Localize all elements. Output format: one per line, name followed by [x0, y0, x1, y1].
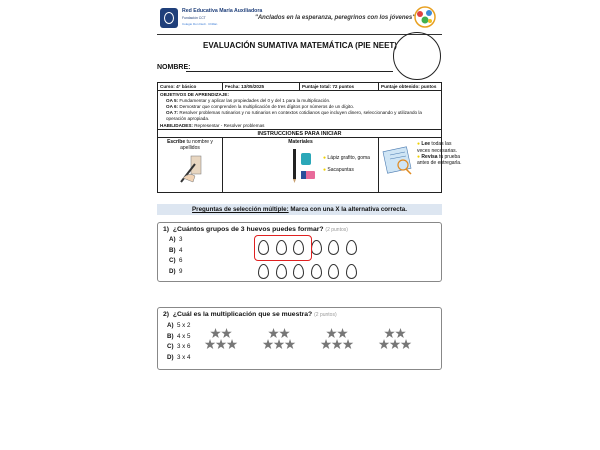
- logo-shield-icon: [160, 8, 178, 28]
- puntaje-total-label: Puntaje total: 72 puntos: [302, 83, 355, 89]
- star-icon: [221, 328, 232, 338]
- q1-option-d-value: 9: [179, 268, 183, 275]
- read-text: todas las veces necesarias.: [417, 141, 458, 154]
- write-text: tu nombre y apellidos: [180, 138, 213, 151]
- q1-option-a-letter: A): [169, 236, 176, 243]
- jubilee-emblem-icon: [412, 4, 438, 30]
- page-title: EVALUACIÓN SUMATIVA MATEMÁTICA (PIE NEET): [203, 41, 397, 50]
- read-line-1: [417, 141, 463, 154]
- star-icon: [285, 339, 296, 349]
- star-icon: [227, 339, 238, 349]
- star-icon: [343, 339, 354, 349]
- oa7-label: OA 7:: [166, 110, 179, 116]
- q1-option-b[interactable]: [169, 247, 182, 254]
- egg-icon: [311, 240, 322, 255]
- q1-option-a[interactable]: [169, 236, 182, 243]
- q2-option-a-value: 5 x 2: [177, 322, 191, 329]
- star-icon: [205, 339, 216, 349]
- puntaje-obtenido-label: Puntaje obtenido: puntos: [381, 83, 437, 89]
- star-icon: [390, 339, 401, 349]
- nombre-input-line[interactable]: [186, 71, 393, 72]
- q2-text: ¿Cuál es la multiplicación que se muestra?: [172, 311, 313, 318]
- habilidades-text: Representar - Resolver problemas: [194, 122, 265, 128]
- q1-option-d[interactable]: [169, 268, 182, 275]
- star-icon: [263, 339, 274, 349]
- oa5-text: Fundamentar y aplicar las propiedades del 0 y del 1 para la multiplicación.: [179, 97, 331, 103]
- star-icon: [395, 328, 406, 338]
- q2-option-a-letter: A): [167, 322, 174, 329]
- read-bullet-icon: ●: [417, 141, 421, 148]
- star-icon: [384, 328, 395, 338]
- q1-option-d-letter: D): [169, 268, 176, 275]
- materials-cell: [223, 138, 379, 193]
- read-instructions: [417, 141, 463, 167]
- objetivos-cell: [158, 91, 442, 130]
- q2-option-b[interactable]: [167, 333, 190, 340]
- q2-option-d-letter: D): [167, 354, 174, 361]
- q2-option-b-value: 4 x 5: [177, 333, 191, 340]
- objetivos-label: OBJETIVOS DE APRENDIZAJE:: [160, 91, 230, 97]
- star-icon: [268, 328, 279, 338]
- question-1-title: [163, 226, 348, 233]
- materials-heading: Materiales: [288, 138, 313, 145]
- q2-option-c-value: 3 x 6: [177, 343, 191, 350]
- q1-option-c[interactable]: [169, 257, 182, 264]
- q2-option-b-letter: B): [167, 333, 174, 340]
- score-circle: [393, 32, 441, 80]
- q1-option-a-value: 3: [179, 236, 183, 243]
- hand-writing-icon: [177, 154, 203, 184]
- star-group: [202, 328, 246, 350]
- logo-line-3: Colegio Don Dedi · Chillán: [182, 22, 218, 26]
- section-title: [157, 204, 442, 215]
- q2-option-d-value: 3 x 4: [177, 354, 191, 361]
- school-logo: [160, 6, 263, 32]
- instruction-write-cell: [158, 138, 223, 193]
- star-icon: [216, 339, 227, 349]
- q1-option-c-value: 6: [179, 257, 183, 264]
- material-2-text: Sacapuntas: [327, 167, 354, 174]
- curso-label: Curso: 4° básico: [160, 83, 197, 89]
- header-divider: [157, 34, 442, 35]
- reading-icon: [381, 143, 415, 177]
- habilidades-label: HABILIDADES:: [160, 122, 193, 128]
- question-2-title: [163, 311, 337, 318]
- star-icon: [401, 339, 412, 349]
- q2-number: 2): [163, 311, 170, 318]
- section-title-rest: Marca con una X la alternativa correcta.: [288, 206, 407, 213]
- star-icon: [210, 328, 221, 338]
- q2-option-c-letter: C): [167, 343, 174, 350]
- oa6-text: Demostrar que comprenden la multiplicación de tres dígitos por números de un dígito.: [179, 103, 355, 109]
- q1-number: 1): [163, 226, 170, 233]
- star-group: [376, 328, 420, 350]
- instruction-read-cell: [379, 138, 462, 193]
- info-row-meta: [158, 83, 442, 91]
- revise-bold: Revisa: [421, 154, 438, 161]
- material-2: [323, 167, 354, 173]
- revise-text: tu prueba antes de entregarla.: [417, 154, 462, 167]
- egg-icon: [258, 264, 269, 279]
- q1-text: ¿Cuántos grupos de 3 huevos puedes formar?: [172, 226, 324, 233]
- q2-option-d[interactable]: [167, 354, 190, 361]
- school-motto: "Anclados en la esperanza, peregrinos con los jóvenes": [255, 15, 416, 21]
- material-1-bullet-icon: ●: [323, 155, 327, 162]
- school-supplies-icon: [289, 147, 319, 185]
- logo-line-2: Fundación CCT: [182, 16, 206, 20]
- star-icon: [379, 339, 390, 349]
- star-icon: [326, 328, 337, 338]
- q2-points: (2 puntos): [314, 312, 337, 318]
- star-icon: [337, 328, 348, 338]
- read-line-2: [417, 154, 463, 167]
- q1-option-c-letter: C): [169, 257, 176, 264]
- fecha-label: Fecha: 13/05/2025: [225, 83, 265, 89]
- egg-icon: [276, 264, 287, 279]
- egg-group-highlight: [254, 235, 312, 261]
- material-2-bullet-icon: ●: [323, 167, 327, 174]
- info-table: [157, 82, 462, 193]
- star-icon: [321, 339, 332, 349]
- q2-option-c[interactable]: [167, 343, 190, 350]
- egg-icon: [328, 240, 339, 255]
- write-bold: Escribe: [167, 138, 186, 145]
- instructions-heading: INSTRUCCIONES PARA INICIAR: [158, 130, 442, 138]
- read-bold: Lee: [421, 141, 431, 148]
- star-icon: [332, 339, 343, 349]
- material-1-text: Lápiz grafito, goma: [327, 155, 370, 162]
- egg-icon: [293, 264, 304, 279]
- q2-option-a[interactable]: [167, 322, 190, 329]
- section-title-underlined: Preguntas de selección múltiple:: [192, 206, 289, 213]
- revise-bullet-icon: ●: [417, 154, 421, 161]
- oa5-label: OA 5:: [166, 97, 179, 103]
- oa6-label: OA 6:: [166, 103, 179, 109]
- egg-icon: [311, 264, 322, 279]
- q1-option-b-letter: B): [169, 247, 176, 254]
- star-group: [318, 328, 362, 350]
- material-1: [323, 155, 370, 161]
- star-group: [260, 328, 304, 350]
- oa7-text: Resolver problemas rutinarios y no rutinarios en contextos cotidianos que incluyen dinero, seleccionando y utilizando la operación apropiada.: [166, 110, 422, 122]
- q1-points: (2 puntos): [325, 227, 348, 233]
- q1-option-b-value: 4: [179, 247, 183, 254]
- logo-line-1: Red Educativa María Auxiliadora: [182, 8, 263, 14]
- egg-icon: [328, 264, 339, 279]
- egg-icon: [346, 240, 357, 255]
- nombre-label: NOMBRE:: [157, 64, 191, 71]
- egg-icon: [346, 264, 357, 279]
- star-icon: [279, 328, 290, 338]
- star-icon: [274, 339, 285, 349]
